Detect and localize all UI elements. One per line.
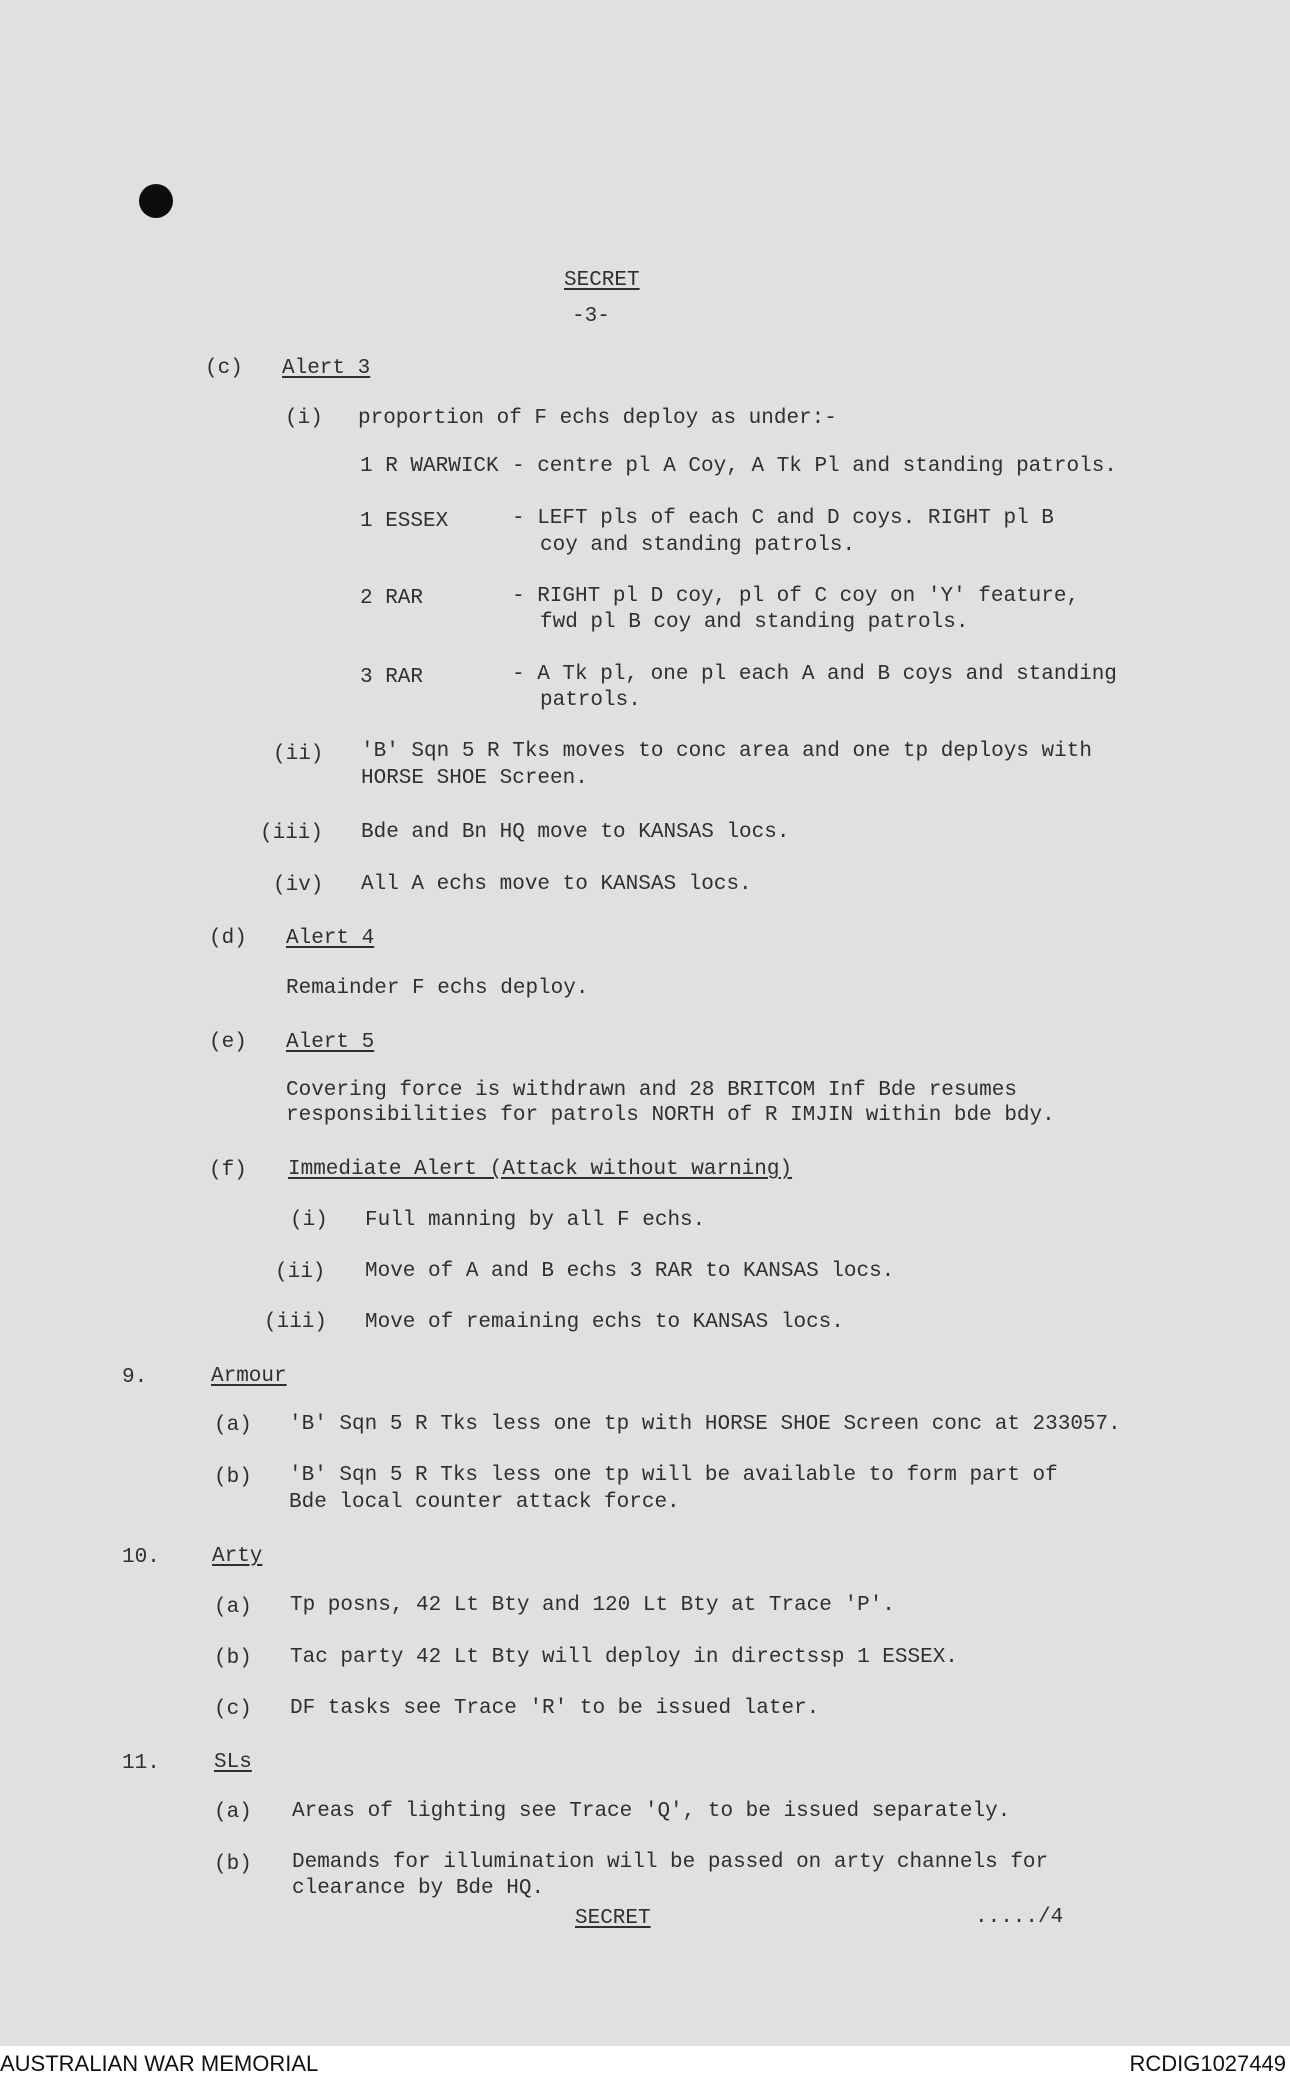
para11-b-line2: clearance by Bde HQ. [292,1877,545,1900]
para10-num: 10. [122,1546,160,1569]
f-item-text: Move of A and B echs 3 RAR to KANSAS locs. [365,1260,895,1283]
unit-name: 3 RAR [360,666,424,689]
c-i-text: proportion of F echs deploy as under:- [358,407,837,430]
para9-a-text: 'B' Sqn 5 R Tks less one tp with HORSE SHOE Screen conc at 233057. [289,1413,1121,1436]
para10-c-letter: (c) [214,1698,252,1721]
archive-name: AUSTRALIAN WAR MEMORIAL [0,2051,319,2076]
f-item-text: Full manning by all F echs. [365,1209,706,1232]
unit-text: - RIGHT pl D coy, pl of C coy on 'Y' feature, [512,585,1080,608]
unit-text-cont: fwd pl B coy and standing patrols. [540,611,969,634]
c-iii-num: (iii) [260,822,324,845]
para11-num: 11. [122,1752,160,1775]
unit-text: - LEFT pls of each C and D coys. RIGHT pl B [512,507,1054,530]
para11-b-letter: (b) [214,1853,252,1876]
footer-classification: SECRET [575,1907,651,1930]
c-ii-num: (ii) [273,743,324,766]
para10-heading: Arty [212,1545,263,1568]
c-ii-line2: HORSE SHOE Screen. [361,767,588,790]
unit-text-cont: coy and standing patrols. [540,534,856,557]
para11-b-line1: Demands for illumination will be passed on arty channels for [292,1851,1049,1874]
c-i-num: (i) [285,407,323,430]
f-item-num: (iii) [264,1311,328,1334]
section-c-letter: (c) [205,357,243,380]
para11-a-letter: (a) [214,1801,252,1824]
para9-b-letter: (b) [214,1466,252,1489]
section-d-letter: (d) [209,927,247,950]
section-e-line1: Covering force is withdrawn and 28 BRITCOM Inf Bde resumes [286,1079,1017,1102]
para9-num: 9. [122,1366,148,1389]
unit-name: 1 ESSEX [360,510,449,533]
unit-text: - centre pl A Coy, A Tk Pl and standing patrols. [512,455,1117,478]
unit-text-cont: patrols. [540,689,641,712]
f-item-text: Move of remaining echs to KANSAS locs. [365,1311,844,1334]
continuation-marker: ...../4 [975,1906,1064,1929]
para9-heading: Armour [211,1365,287,1388]
section-d-heading: Alert 4 [286,927,375,950]
page-number: -3- [572,305,610,328]
section-d-text: Remainder F echs deploy. [286,977,589,1000]
c-iv-text: All A echs move to KANSAS locs. [361,873,752,896]
para9-b-line1: 'B' Sqn 5 R Tks less one tp will be available to form part of [289,1464,1058,1487]
para10-b-text: Tac party 42 Lt Bty will deploy in directssp 1 ESSEX. [290,1646,958,1669]
section-f-letter: (f) [209,1159,247,1182]
para10-a-text: Tp posns, 42 Lt Bty and 120 Lt Bty at Trace 'P'. [290,1594,895,1617]
unit-name: 1 R WARWICK [360,455,499,478]
para9-b-line2: Bde local counter attack force. [289,1491,680,1514]
section-e-letter: (e) [209,1031,247,1054]
para11-heading: SLs [214,1751,252,1774]
archive-id: RCDIG1027449 [1129,2051,1286,2076]
para9-a-letter: (a) [214,1414,252,1437]
archive-footer [0,2046,1290,2082]
unit-name: 2 RAR [360,587,424,610]
para10-c-text: DF tasks see Trace 'R' to be issued later. [290,1697,820,1720]
header-classification: SECRET [564,269,640,292]
c-iv-num: (iv) [273,874,324,897]
f-item-num: (ii) [275,1261,326,1284]
para10-b-letter: (b) [214,1647,252,1670]
section-c-heading: Alert 3 [282,357,371,380]
unit-text: - A Tk pl, one pl each A and B coys and standing [512,663,1117,686]
para10-a-letter: (a) [214,1596,252,1619]
section-e-line2: responsibilities for patrols NORTH of R IMJIN within bde bdy. [286,1104,1055,1127]
section-f-heading: Immediate Alert (Attack without warning) [288,1158,793,1181]
c-ii-line1: 'B' Sqn 5 R Tks moves to conc area and one tp deploys with [361,740,1092,763]
section-e-heading: Alert 5 [286,1031,375,1054]
para11-a-text: Areas of lighting see Trace 'Q', to be issued separately. [292,1800,1011,1823]
f-item-num: (i) [290,1209,328,1232]
c-iii-text: Bde and Bn HQ move to KANSAS locs. [361,821,790,844]
punch-hole [139,184,173,218]
